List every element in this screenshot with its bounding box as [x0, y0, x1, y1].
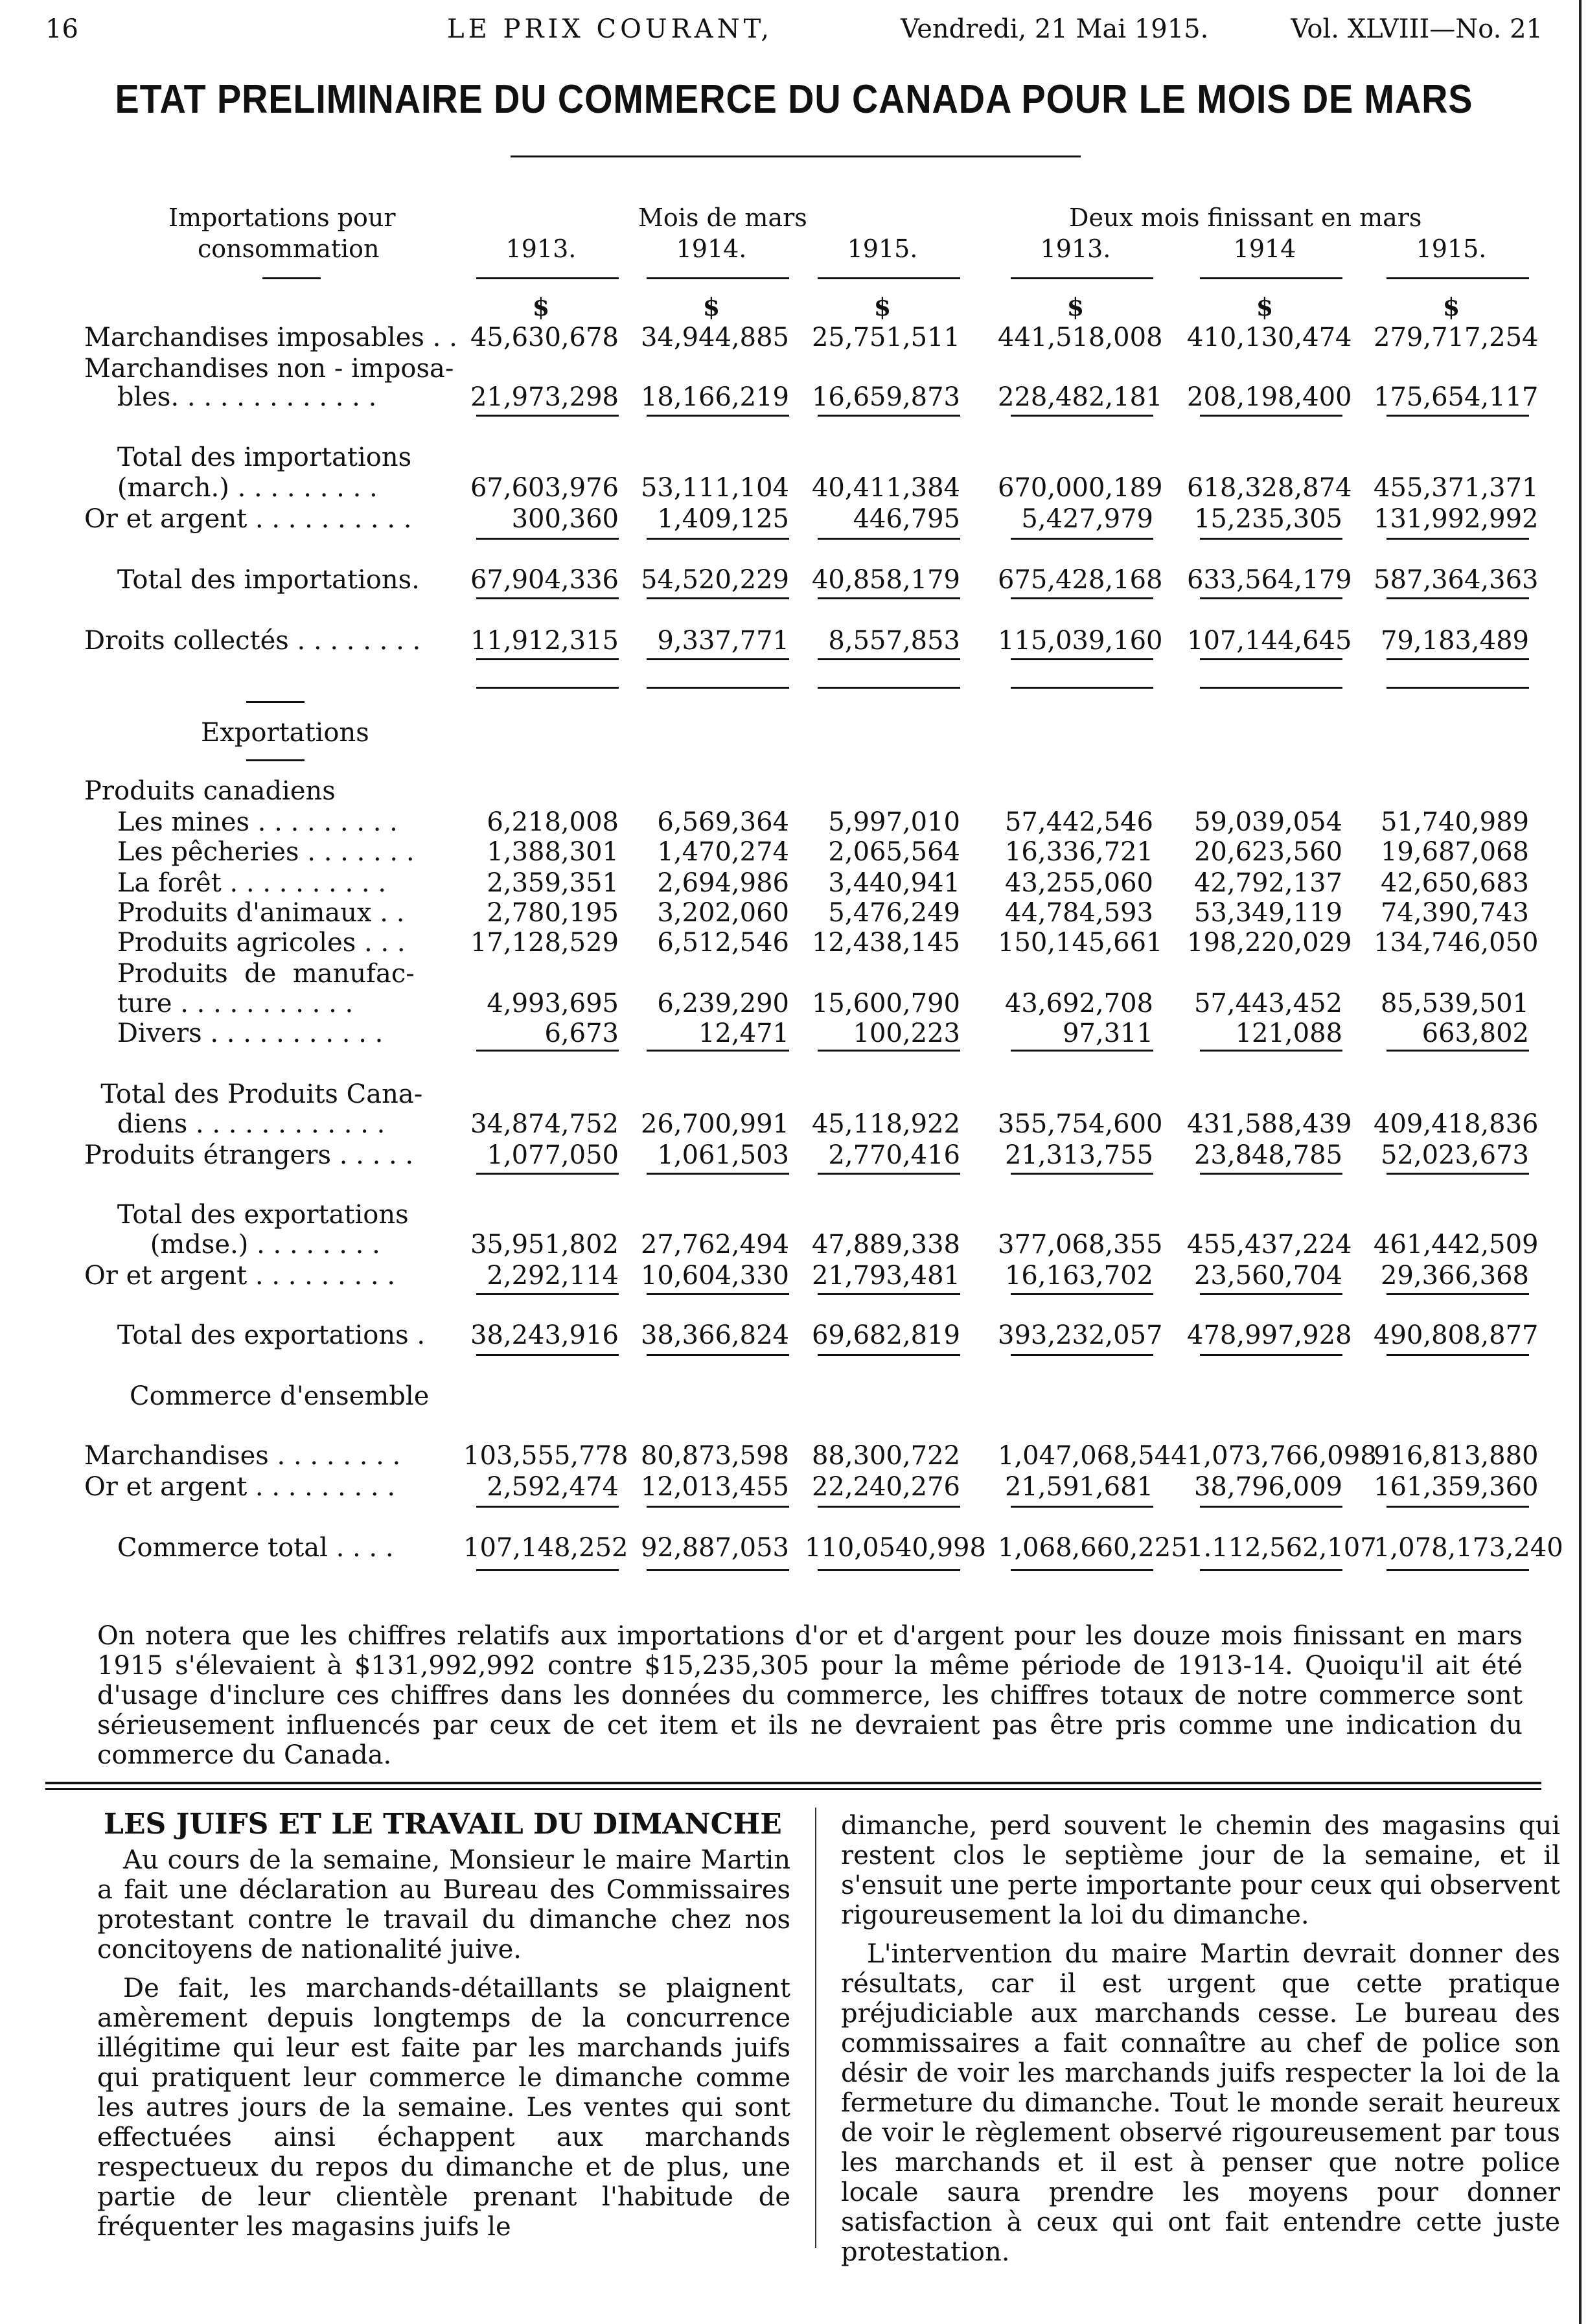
cell-value: 675,428,168 [998, 565, 1163, 595]
exports-subtitle: Produits canadiens [84, 776, 336, 806]
column-rule [476, 658, 619, 660]
cell-value: 5,997,010 [828, 807, 960, 837]
issue-date: Vendredi, 21 Mai 1915. [901, 14, 1209, 44]
section-rule [246, 701, 305, 703]
row-label: Or et argent . . . . . . . . . [84, 1261, 396, 1291]
table-row [71, 1079, 1529, 1109]
table-row [71, 354, 1529, 384]
cell-value: 43,255,060 [1004, 868, 1153, 898]
cell-value: 45,118,922 [811, 1109, 960, 1139]
cell-value: 150,145,661 [998, 928, 1163, 958]
cell-value: 45,630,678 [470, 323, 619, 352]
row-label: diens . . . . . . . . . . . . [84, 1109, 385, 1139]
column-rule [1011, 658, 1153, 660]
column-rule [476, 597, 619, 599]
cell-value: 57,442,546 [1004, 807, 1153, 837]
cell-value: 12,438,145 [811, 928, 960, 958]
column-rule [1387, 277, 1529, 279]
cell-value: 23,848,785 [1193, 1140, 1342, 1170]
cell-value: 5,476,249 [828, 898, 960, 928]
currency-symbol: $ [1442, 292, 1460, 321]
cell-value: 377,068,355 [998, 1230, 1163, 1260]
column-rule [818, 658, 960, 660]
cell-value: 355,754,600 [998, 1109, 1163, 1139]
row-label: Commerce total . . . . [84, 1533, 394, 1563]
column-rule [1011, 1293, 1153, 1295]
column-rule [1200, 687, 1342, 689]
table-row [71, 1472, 1539, 1502]
column-rule [1387, 1569, 1529, 1571]
cell-value: 88,300,722 [811, 1441, 960, 1471]
cell-value: 67,603,976 [470, 473, 619, 503]
article-paragraph: De fait, les marchands-détaillants se plaignent amèrement depuis longtemps de la concurrence illégitime qui leur est faite par les marchands juifs qui pratiquent leur commerce le dimanche comme les autres jours de la semaine. Les ventes qui sont effectuées ainsi échappent aux marchands respectueux du repos du dimanche et de plus, une partie de leur clientèle prenant l'habitude de fréquenter les magasins juifs le [97, 1973, 790, 2242]
cell-value: 107,148,252 [463, 1533, 628, 1563]
cell-value: 2,359,351 [487, 868, 619, 898]
row-label: bles. . . . . . . . . . . . . [84, 382, 377, 412]
column-rule [647, 538, 789, 540]
column-rule [1011, 1569, 1153, 1571]
cell-value: 26,700,991 [640, 1109, 789, 1139]
cell-value: 21,591,681 [1004, 1472, 1153, 1502]
cell-value: 52,023,673 [1380, 1140, 1529, 1170]
row-label: Or et argent . . . . . . . . . . [84, 504, 412, 534]
column-rule [1200, 277, 1342, 279]
page-number: 16 [45, 14, 78, 44]
section-rule [246, 759, 305, 761]
column-rule [1011, 538, 1153, 540]
column-rule [818, 277, 960, 279]
cell-value: 1,078,173,240 [1374, 1533, 1563, 1563]
cell-value: 409,418,836 [1374, 1109, 1539, 1139]
cell-value: 455,371,371 [1374, 473, 1539, 503]
currency-symbol: $ [532, 292, 550, 321]
cell-value: 6,218,008 [487, 807, 619, 837]
cell-value: 134,746,050 [1374, 928, 1539, 958]
currency-symbol: $ [702, 292, 720, 321]
column-rule [818, 597, 960, 599]
cell-value: 16,163,702 [1004, 1261, 1153, 1291]
cell-value: 85,539,501 [1380, 989, 1529, 1018]
cell-value: 34,944,885 [640, 323, 789, 352]
column-rule [647, 1569, 789, 1571]
cell-value: 300,360 [511, 504, 619, 534]
column-divider [815, 1808, 816, 2248]
column-rule [476, 1173, 619, 1175]
cell-value: 1,073,766,098 [1187, 1441, 1377, 1471]
column-rule [1200, 538, 1342, 540]
article-paragraph: Au cours de la semaine, Monsieur le maire Martin a fait une déclaration au Bureau des Commissaires protestant contre le travail du dimanche chez nos concitoyens de nationalité juive. [97, 1845, 790, 1964]
cell-value: 17,128,529 [470, 928, 619, 958]
cell-value: 20,623,560 [1193, 837, 1342, 867]
column-rule [818, 415, 960, 417]
stub-header-2: consommation [198, 235, 380, 263]
year-header: 1915. [1416, 235, 1487, 263]
column-rule [1200, 1354, 1342, 1356]
cell-value: 393,232,057 [998, 1320, 1163, 1350]
ensemble-title: Commerce d'ensemble [130, 1381, 430, 1411]
cell-value: 107,144,645 [1187, 626, 1352, 656]
cell-value: 410,130,474 [1187, 323, 1352, 352]
cell-value: 279,717,254 [1374, 323, 1539, 352]
currency-symbol: $ [1066, 292, 1085, 321]
cell-value: 43,692,708 [1004, 989, 1153, 1018]
cell-value: 54,520,229 [640, 565, 789, 595]
column-rule [1387, 658, 1529, 660]
column-rule [818, 1050, 960, 1052]
table-row [71, 837, 1529, 867]
volume-number: Vol. XLVIII—No. 21 [1291, 14, 1543, 44]
column-rule [647, 1354, 789, 1356]
cell-value: 38,796,009 [1193, 1472, 1342, 1502]
row-label: Produits étrangers . . . . . [84, 1140, 414, 1170]
cell-value: 19,687,068 [1380, 837, 1529, 867]
cell-value: 11,912,315 [470, 626, 619, 656]
cell-value: 618,328,874 [1187, 473, 1352, 503]
row-label: Droits collectés . . . . . . . . [84, 626, 421, 656]
column-rule [818, 1506, 960, 1508]
column-rule [1387, 687, 1529, 689]
group-header-month: Mois de mars [638, 203, 807, 232]
year-header: 1913. [505, 235, 577, 263]
cell-value: 4,993,695 [487, 989, 619, 1018]
column-rule [647, 658, 789, 660]
cell-value: 490,808,877 [1374, 1320, 1539, 1350]
column-rule [476, 277, 619, 279]
column-rule [476, 687, 619, 689]
cell-value: 161,359,360 [1374, 1472, 1539, 1502]
table-row [71, 473, 1539, 503]
column-rule [818, 1173, 960, 1175]
column-rule [476, 1506, 619, 1508]
column-rule [476, 1569, 619, 1571]
cell-value: 29,366,368 [1380, 1261, 1529, 1291]
table-row [71, 1441, 1539, 1471]
cell-value: 1.112,562,107 [1187, 1533, 1377, 1563]
column-rule [818, 687, 960, 689]
row-label: Total des Produits Cana- [84, 1079, 423, 1109]
column-rule [1387, 1354, 1529, 1356]
cell-value: 79,183,489 [1380, 626, 1529, 656]
row-label: Total des exportations [84, 1200, 409, 1230]
cell-value: 34,874,752 [470, 1109, 619, 1139]
cell-value: 2,592,474 [487, 1472, 619, 1502]
cell-value: 2,694,986 [657, 868, 789, 898]
column-rule [1387, 415, 1529, 417]
column-rule [1387, 1506, 1529, 1508]
column-rule [476, 538, 619, 540]
cell-value: 15,600,790 [811, 989, 960, 1018]
column-rule [647, 1293, 789, 1295]
table-row [71, 504, 1539, 534]
currency-symbol: $ [873, 292, 892, 321]
column-rule [1200, 415, 1342, 417]
group-header-two-months: Deux mois finissant en mars [1069, 203, 1422, 232]
cell-value: 587,364,363 [1374, 565, 1539, 595]
cell-value: 18,166,219 [640, 382, 789, 412]
cell-value: 9,337,771 [657, 626, 789, 656]
column-rule [1011, 1050, 1153, 1052]
cell-value: 1,061,503 [657, 1140, 789, 1170]
column-rule [1387, 538, 1529, 540]
cell-value: 74,390,743 [1380, 898, 1529, 928]
cell-value: 12,013,455 [640, 1472, 789, 1502]
cell-value: 2,065,564 [828, 837, 960, 867]
column-rule [1387, 1173, 1529, 1175]
cell-value: 2,292,114 [487, 1261, 619, 1291]
stub-header-1: Importations pour [168, 203, 396, 232]
table-row [71, 898, 1529, 928]
table-row [71, 443, 1529, 472]
page-border [1579, 0, 1582, 2324]
column-rule [647, 277, 789, 279]
cell-value: 110,0540,998 [805, 1533, 986, 1563]
cell-value: 51,740,989 [1380, 807, 1529, 837]
cell-value: 663,802 [1421, 1018, 1529, 1048]
cell-value: 670,000,189 [998, 473, 1163, 503]
column-rule [818, 1293, 960, 1295]
column-rule [1387, 1050, 1529, 1052]
cell-value: 441,518,008 [998, 323, 1163, 352]
column-rule [1200, 1293, 1342, 1295]
year-header: 1914. [676, 235, 747, 263]
cell-value: 478,997,928 [1187, 1320, 1352, 1350]
column-rule [818, 1354, 960, 1356]
article-paragraph: dimanche, perd souvent le chemin des magasins qui restent clos le septième jour de la semaine, et il s'ensuit une perte importante pour ceux qui observent rigoureusement la loi du dimanche. [841, 1811, 1560, 1930]
row-label: ture . . . . . . . . . . . [84, 989, 354, 1018]
publication-name: LE PRIX COURANT, [447, 14, 774, 44]
cell-value: 455,437,224 [1187, 1230, 1352, 1260]
cell-value: 44,784,593 [1004, 898, 1153, 928]
column-rule [1011, 687, 1153, 689]
cell-value: 23,560,704 [1193, 1261, 1342, 1291]
row-label: Total des exportations . [84, 1320, 426, 1350]
table-row [71, 989, 1529, 1018]
cell-value: 115,039,160 [998, 626, 1163, 656]
column-rule [1200, 1506, 1342, 1508]
table-row [71, 565, 1539, 595]
column-rule [818, 538, 960, 540]
table-row [71, 323, 1539, 352]
cell-value: 103,555,778 [463, 1441, 628, 1471]
column-rule [476, 415, 619, 417]
exports-title: Exportations [201, 718, 369, 748]
article-right-column [841, 1811, 1560, 2276]
stub-rule [262, 277, 321, 279]
row-label: Divers . . . . . . . . . . . [84, 1018, 384, 1048]
year-header: 1913. [1040, 235, 1111, 263]
cell-value: 35,951,802 [470, 1230, 619, 1260]
cell-value: 57,443,452 [1193, 989, 1342, 1018]
column-rule [647, 1506, 789, 1508]
cell-value: 131,992,992 [1374, 504, 1539, 534]
cell-value: 461,442,509 [1374, 1230, 1539, 1260]
column-rule [1387, 597, 1529, 599]
table-row [71, 1140, 1529, 1170]
table-row [71, 1320, 1539, 1350]
column-rule [818, 1569, 960, 1571]
table-row [71, 807, 1529, 837]
column-rule [476, 1293, 619, 1295]
column-rule [647, 415, 789, 417]
column-rule [1200, 597, 1342, 599]
column-rule [1200, 1050, 1342, 1052]
cell-value: 42,650,683 [1380, 868, 1529, 898]
column-rule [1011, 277, 1153, 279]
cell-value: 8,557,853 [828, 626, 960, 656]
cell-value: 431,588,439 [1187, 1109, 1352, 1139]
column-rule [1387, 1293, 1529, 1295]
row-label: (mdse.) . . . . . . . . [84, 1230, 380, 1260]
title-rule [511, 155, 1081, 157]
cell-value: 175,654,117 [1374, 382, 1539, 412]
column-rule [647, 597, 789, 599]
cell-value: 6,512,546 [657, 928, 789, 958]
row-label: Marchandises . . . . . . . . [84, 1441, 401, 1471]
table-row [71, 1200, 1529, 1230]
currency-symbol: $ [1256, 292, 1274, 321]
cell-value: 916,813,880 [1374, 1441, 1539, 1471]
cell-value: 198,220,029 [1187, 928, 1352, 958]
cell-value: 446,795 [853, 504, 960, 534]
cell-value: 53,111,104 [640, 473, 789, 503]
page-header [45, 14, 1543, 53]
footnote: On notera que les chiffres relatifs aux importations d'or et d'argent pour les douze mois finissant en mars 1915 s'élevaient à $131,992,992 contre $15,235,305 pour la même période de 1913-14. Quoiqu'il ait été d'usage d'inclure ces chiffres dans les données du commerce, les chiffres totaux de notre commerce sont sérieusement influencés par ceux de cet item et ils ne devraient pas être pris comme une indication du commerce du Canada. [97, 1621, 1523, 1770]
cell-value: 40,411,384 [811, 473, 960, 503]
cell-value: 121,088 [1235, 1018, 1342, 1048]
column-rule [1011, 415, 1153, 417]
table-row [71, 1018, 1529, 1048]
cell-value: 208,198,400 [1187, 382, 1352, 412]
table-row [71, 868, 1529, 898]
row-label: Produits d'animaux . . [84, 898, 405, 928]
cell-value: 633,564,179 [1187, 565, 1352, 595]
cell-value: 12,471 [698, 1018, 789, 1048]
cell-value: 25,751,511 [811, 323, 960, 352]
page-title: ETAT PRELIMINAIRE DU COMMERCE DU CANADA POUR LE MOIS DE MARS [115, 77, 1473, 122]
row-label: Marchandises non - imposa- [84, 354, 454, 384]
column-rule [647, 1173, 789, 1175]
cell-value: 6,673 [544, 1018, 619, 1048]
section-rule [45, 1782, 1541, 1790]
table-row [71, 382, 1539, 412]
cell-value: 10,604,330 [640, 1261, 789, 1291]
cell-value: 47,889,338 [811, 1230, 960, 1260]
table-row [71, 1230, 1539, 1260]
cell-value: 1,470,274 [657, 837, 789, 867]
row-label: Les mines . . . . . . . . . [84, 807, 398, 837]
cell-value: 3,440,941 [828, 868, 960, 898]
row-label: Total des importations. [84, 565, 420, 595]
cell-value: 80,873,598 [640, 1441, 789, 1471]
cell-value: 228,482,181 [998, 382, 1163, 412]
cell-value: 1,077,050 [487, 1140, 619, 1170]
cell-value: 1,388,301 [487, 837, 619, 867]
column-rule [476, 1050, 619, 1052]
cell-value: 38,243,916 [470, 1320, 619, 1350]
table-row [71, 1533, 1563, 1563]
row-label: Produits agricoles . . . [84, 928, 406, 958]
cell-value: 6,239,290 [657, 989, 789, 1018]
row-label: (march.) . . . . . . . . . [84, 473, 378, 503]
cell-value: 53,349,119 [1193, 898, 1342, 928]
article-title: LES JUIFS ET LE TRAVAIL DU DIMANCHE [104, 1808, 782, 1841]
row-label: La forêt . . . . . . . . . . [84, 868, 387, 898]
cell-value: 2,770,416 [828, 1140, 960, 1170]
column-rule [1011, 1173, 1153, 1175]
year-header: 1915. [847, 235, 918, 263]
article-paragraph: L'intervention du maire Martin devrait donner des résultats, car il est urgent que cette pratique préjudiciable aux marchands cesse. Le bureau des commissaires a fait connaître au chef de police son désir de voir les marchands juifs respecter la loi de la fermeture du dimanche. Tout le monde serait heureux de voir le règlement observé rigoureusement par tous les marchands et il est à penser que notre police locale saura prendre les moyens pour donner satisfaction à ceux qui ont fait entendre cette juste protestation. [841, 1939, 1560, 2267]
row-label: Les pêcheries . . . . . . . [84, 837, 415, 867]
column-rule [647, 687, 789, 689]
cell-value: 69,682,819 [811, 1320, 960, 1350]
column-rule [647, 1050, 789, 1052]
cell-value: 16,659,873 [811, 382, 960, 412]
column-rule [1011, 597, 1153, 599]
cell-value: 21,793,481 [811, 1261, 960, 1291]
table-row [71, 1109, 1539, 1139]
row-label: Marchandises imposables . . [84, 323, 457, 352]
cell-value: 1,068,660,225 [998, 1533, 1188, 1563]
column-rule [1200, 1173, 1342, 1175]
table-row [71, 1261, 1529, 1291]
column-rule [1011, 1354, 1153, 1356]
cell-value: 42,792,137 [1193, 868, 1342, 898]
year-header: 1914 [1233, 235, 1296, 263]
column-rule [1200, 1569, 1342, 1571]
cell-value: 97,311 [1063, 1018, 1153, 1048]
row-label: Or et argent . . . . . . . . . [84, 1472, 396, 1502]
cell-value: 92,887,053 [640, 1533, 789, 1563]
cell-value: 22,240,276 [811, 1472, 960, 1502]
cell-value: 16,336,721 [1004, 837, 1153, 867]
column-rule [1011, 1506, 1153, 1508]
column-rule [1200, 658, 1342, 660]
cell-value: 27,762,494 [640, 1230, 789, 1260]
cell-value: 67,904,336 [470, 565, 619, 595]
cell-value: 5,427,979 [1021, 504, 1153, 534]
row-label: Produits de manufac- [84, 959, 415, 989]
column-rule [476, 1354, 619, 1356]
cell-value: 100,223 [853, 1018, 960, 1048]
cell-value: 21,973,298 [470, 382, 619, 412]
cell-value: 21,313,755 [1004, 1140, 1153, 1170]
cell-value: 1,409,125 [657, 504, 789, 534]
cell-value: 2,780,195 [487, 898, 619, 928]
article-left-column [97, 1845, 790, 2251]
table-row [71, 928, 1539, 958]
table-row [71, 626, 1529, 656]
row-label: Total des importations [84, 443, 412, 472]
table-row [71, 959, 1529, 989]
cell-value: 59,039,054 [1193, 807, 1342, 837]
cell-value: 15,235,305 [1193, 504, 1342, 534]
cell-value: 1,047,068,544 [998, 1441, 1188, 1471]
cell-value: 40,858,179 [811, 565, 960, 595]
cell-value: 38,366,824 [640, 1320, 789, 1350]
cell-value: 6,569,364 [657, 807, 789, 837]
cell-value: 3,202,060 [657, 898, 789, 928]
